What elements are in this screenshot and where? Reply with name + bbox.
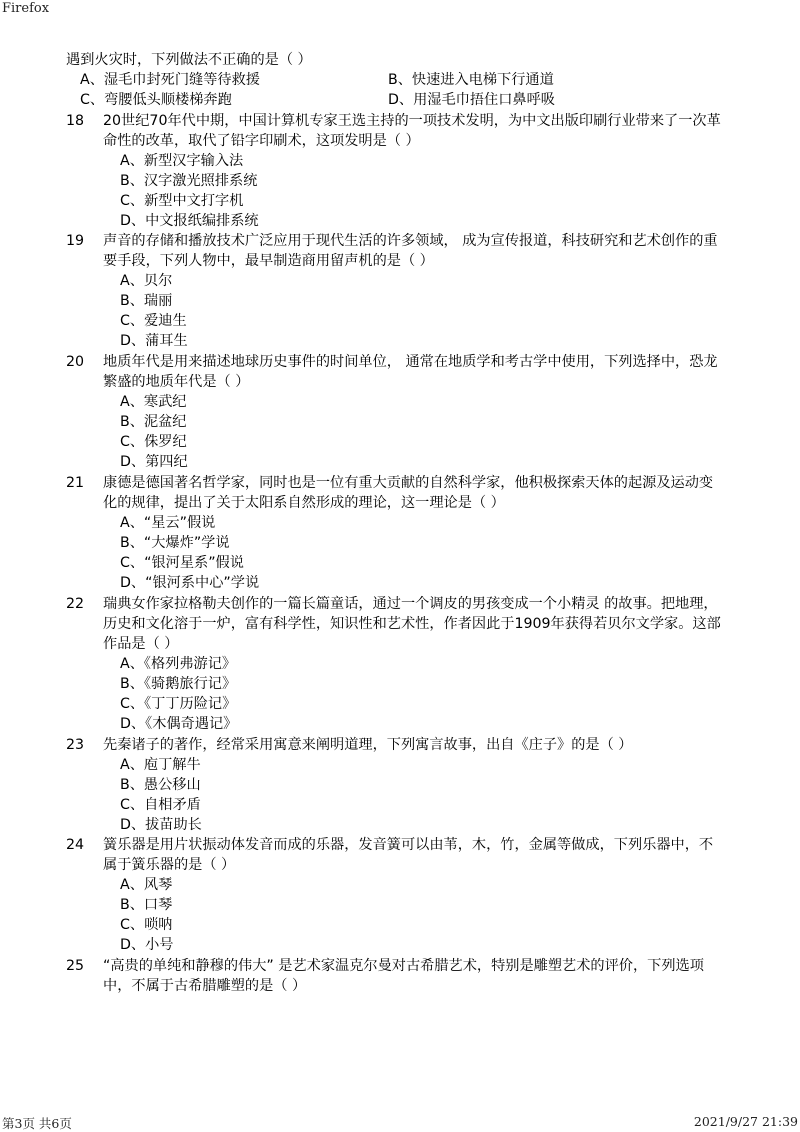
question-text: 繁盛的地质年代是（ ） [103, 374, 250, 390]
option-b: B、汉字激光照排系统 [120, 173, 258, 189]
option-b: B、快速进入电梯下行通道 [388, 72, 554, 88]
question-text: 簧乐器是用片状振动体发音而成的乐器，发音簧可以由苇，木，竹，金属等做成，下列乐器中，不 [103, 837, 714, 853]
question-text: 历史和文化溶于一炉，富有科学性，知识性和艺术性，作者因此于1909年获得若贝尔文学家。这部 [103, 616, 721, 632]
question-text: 声音的存储和播放技术广泛应用于现代生活的许多领域， 成为宣传报道，科技研究和艺术创作的重 [103, 233, 718, 249]
question-text: 要手段，下列人物中，最早制造商用留声机的是（ ） [103, 253, 434, 269]
option-a: A、贝尔 [120, 273, 173, 289]
option-a: A、新型汉字输入法 [120, 153, 244, 169]
option-d: D、“银河系中心”学说 [120, 575, 260, 591]
question-text: 化的规律，提出了关于太阳系自然形成的理论，这一理论是（ ） [103, 495, 505, 511]
question-text: 命性的改革，取代了铅字印刷术，这项发明是（ ） [103, 133, 420, 149]
option-c: C、新型中文打字机 [120, 193, 244, 209]
option-a: A、庖丁解牛 [120, 757, 201, 773]
option-a: A、“星云”假说 [120, 515, 216, 531]
option-c: C、《丁丁历险记》 [120, 696, 237, 712]
question-text: 先秦诸子的著作，经常采用寓意来阐明道理，下列寓言故事，出自《庄子》的是（ ） [103, 737, 633, 753]
browser-title: Firefox [2, 1, 50, 16]
option-d: D、《木偶奇遇记》 [120, 716, 238, 732]
option-d: D、用湿毛巾捂住口鼻呼吸 [388, 92, 555, 108]
question-text: “高贵的单纯和静穆的伟大” 是艺术家温克尔曼对古希腊艺术，特别是雕塑艺术的评价，下列选项 [103, 958, 704, 974]
option-b: B、愚公移山 [120, 777, 201, 793]
option-b: B、瑞丽 [120, 293, 173, 309]
question-number: 20 [66, 354, 85, 370]
option-d: D、第四纪 [120, 454, 188, 470]
option-a: A、风琴 [120, 877, 173, 893]
question-text: 康德是德国著名哲学家，同时也是一位有重大贡献的自然科学家，他积极探索天体的起源及运动变 [103, 475, 714, 491]
question-number: 22 [66, 596, 85, 612]
question-number: 25 [66, 958, 85, 974]
option-a: A、湿毛巾封死门缝等待救援 [80, 72, 260, 88]
question-text: 中，不属于古希腊雕塑的是（ ） [103, 978, 307, 994]
question-text: 地质年代是用来描述地球历史事件的时间单位， 通常在地质学和考古学中使用，下列选择中，恐龙 [103, 354, 718, 370]
option-c: C、“银河星系”假说 [120, 555, 244, 571]
question-text: 20世纪70年代中期，中国计算机专家王选主持的一项技术发明，为中文出版印刷行业带来了一次革 [103, 113, 721, 129]
question-number: 19 [66, 233, 85, 249]
question-number: 18 [66, 113, 85, 129]
option-d: D、拔苗助长 [120, 817, 202, 833]
question-text: 瑞典女作家拉格勒夫创作的一篇长篇童话，通过一个调皮的男孩变成一个小精灵 的故事。把地理， [103, 596, 718, 612]
option-b: B、“大爆炸”学说 [120, 535, 230, 551]
question-number: 21 [66, 475, 85, 491]
option-a: A、《格列弗游记》 [120, 656, 237, 672]
question-number: 23 [66, 737, 85, 753]
page-indicator: 第3页 共6页 [2, 1116, 72, 1131]
option-c: C、爱迪生 [120, 313, 187, 329]
question-text: 遇到火灾时，下列做法不正确的是（ ） [66, 52, 312, 68]
print-datetime: 2021/9/27 21:39 [693, 1114, 798, 1129]
option-b: B、泥盆纪 [120, 414, 187, 430]
option-c: C、自相矛盾 [120, 797, 201, 813]
option-d: D、蒲耳生 [120, 333, 188, 349]
option-c: C、唢呐 [120, 917, 173, 933]
option-b: B、口琴 [120, 897, 173, 913]
question-number: 24 [66, 837, 85, 853]
question-text: 属于簧乐器的是（ ） [103, 857, 236, 873]
option-d: D、小号 [120, 937, 174, 953]
option-d: D、中文报纸编排系统 [120, 213, 259, 229]
option-a: A、寒武纪 [120, 394, 187, 410]
option-c: C、侏罗纪 [120, 434, 187, 450]
option-c: C、弯腰低头顺楼梯奔跑 [80, 92, 232, 108]
option-b: B、《骑鹅旅行记》 [120, 676, 237, 692]
question-text: 作品是（ ） [103, 636, 179, 652]
